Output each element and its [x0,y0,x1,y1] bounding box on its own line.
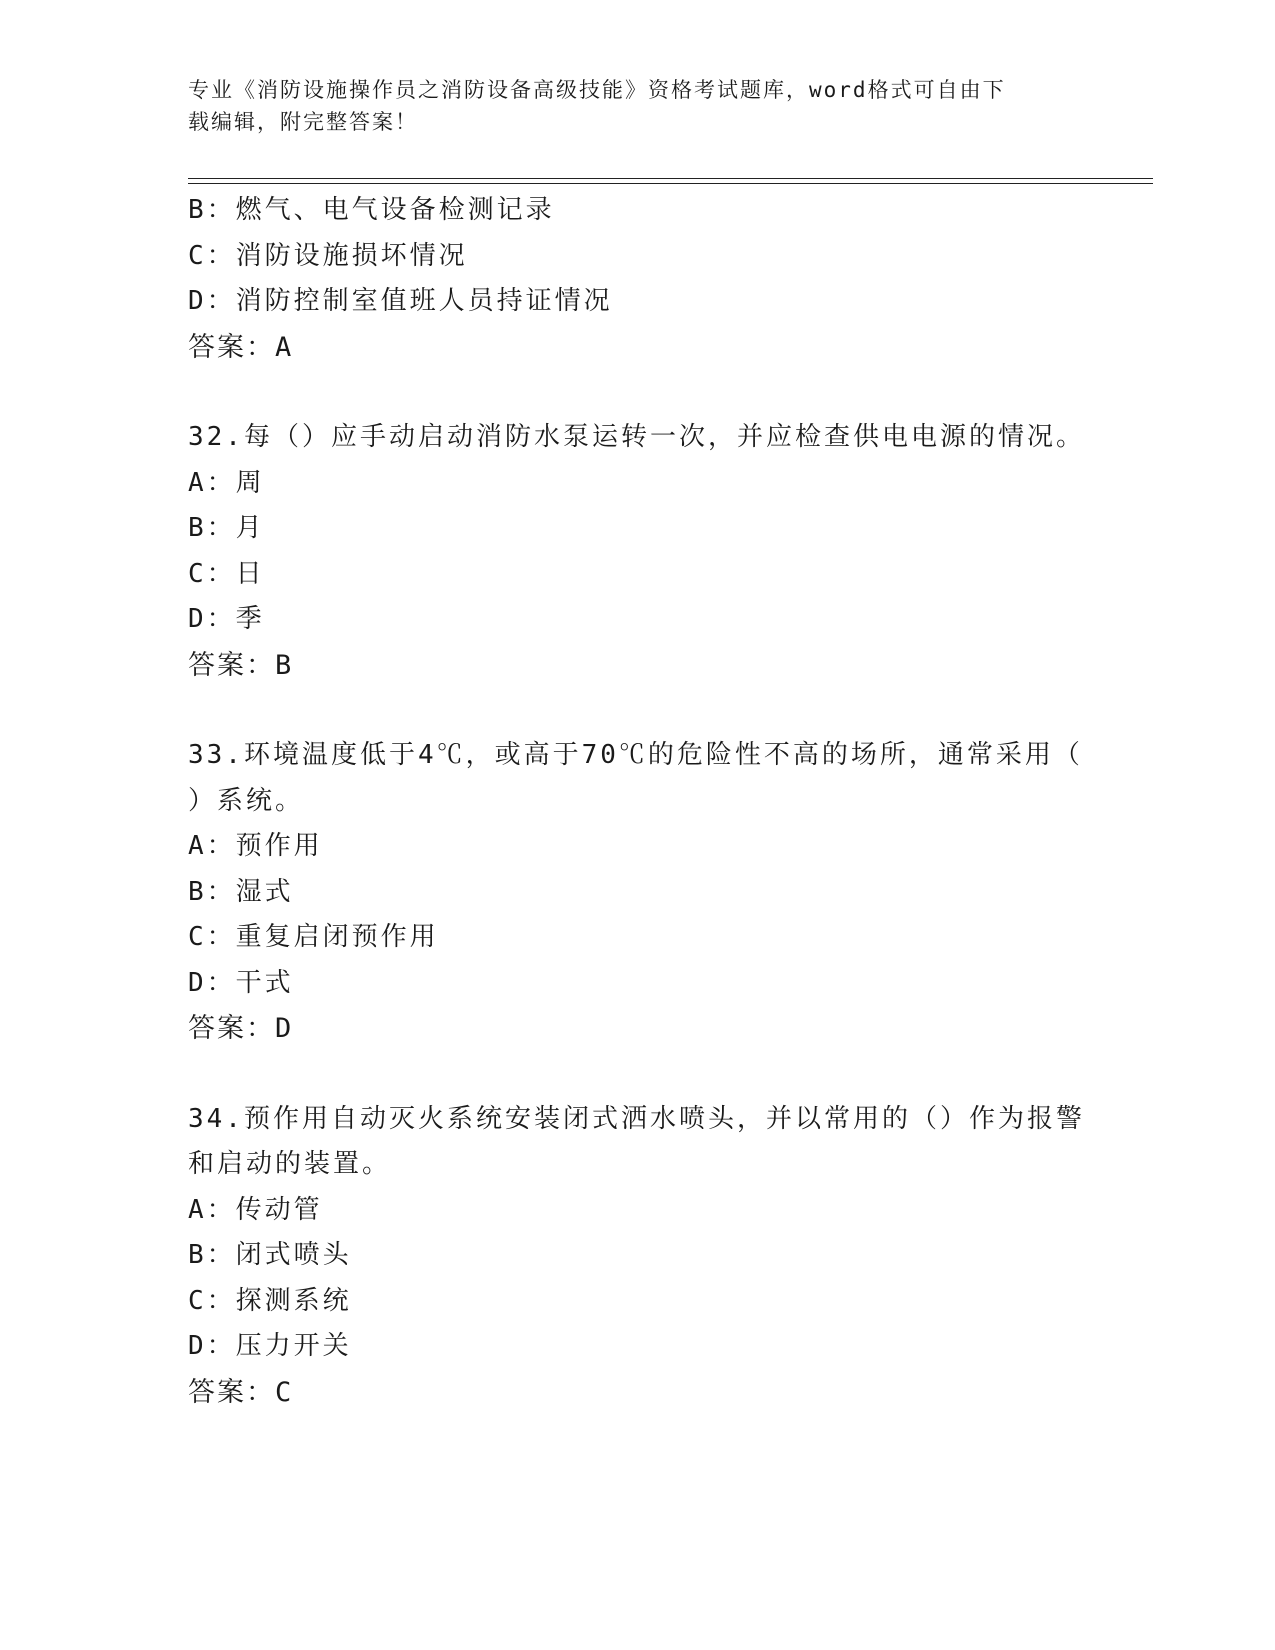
answer-label: 答案： [188,331,275,363]
question-stem-line-2: ）系统。 [188,785,305,816]
answer-value: C [275,1376,294,1408]
document-header [188,74,1068,138]
option-b: B：月 [188,513,265,543]
answer-line [188,325,1088,371]
answer-value: B [275,649,294,681]
answer-line [188,643,1088,689]
question-33 [188,733,1088,1052]
option-b: B：燃气、电气设备检测记录 [188,195,555,225]
option-c: C：消防设施损坏情况 [188,240,468,271]
header-line-2: 载编辑，附完整答案！ [188,110,418,134]
question-stem-line-1: 33.环境温度低于4℃，或高于70℃的危险性不高的场所，通常采用（ [188,740,1083,770]
answer-label: 答案： [188,649,275,681]
answer-line [188,1370,1088,1416]
question-stem-line-2: 和启动的装置。 [188,1149,392,1179]
spacer [188,370,1088,415]
option-d: D：消防控制室值班人员持证情况 [188,286,613,316]
answer-line [188,1006,1088,1052]
header-line-1: 专业《消防设施操作员之消防设备高级技能》资格考试题库，word格式可自由下 [188,78,1006,102]
option-c: C：重复启闭预作用 [188,922,439,952]
option-d: D：季 [188,604,265,634]
header-divider-top [188,178,1153,179]
partial-question [188,188,1088,370]
option-a: A：周 [188,467,265,498]
spacer [188,688,1088,733]
question-stem-line-1: 34.预作用自动灭火系统安装闭式洒水喷头，并以常用的（）作为报警 [188,1103,1085,1134]
question-34 [188,1097,1088,1416]
option-b: B：闭式喷头 [188,1240,352,1270]
option-c: C：日 [188,558,265,589]
answer-value: A [275,331,294,363]
option-c: C：探测系统 [188,1285,352,1316]
question-list [188,188,1088,1415]
question-32 [188,415,1088,688]
option-d: D：干式 [188,967,294,998]
answer-label: 答案： [188,1013,275,1044]
option-d: D：压力开关 [188,1331,352,1361]
answer-label: 答案： [188,1376,275,1408]
question-stem: 32.每（）应手动启动消防水泵运转一次，并应检查供电电源的情况。 [188,422,1085,452]
option-a: A：预作用 [188,831,323,861]
spacer [188,1052,1088,1097]
option-b: B：湿式 [188,876,294,907]
answer-value: D [275,1013,294,1044]
option-a: A：传动管 [188,1194,323,1225]
header-divider-bottom [188,183,1153,184]
